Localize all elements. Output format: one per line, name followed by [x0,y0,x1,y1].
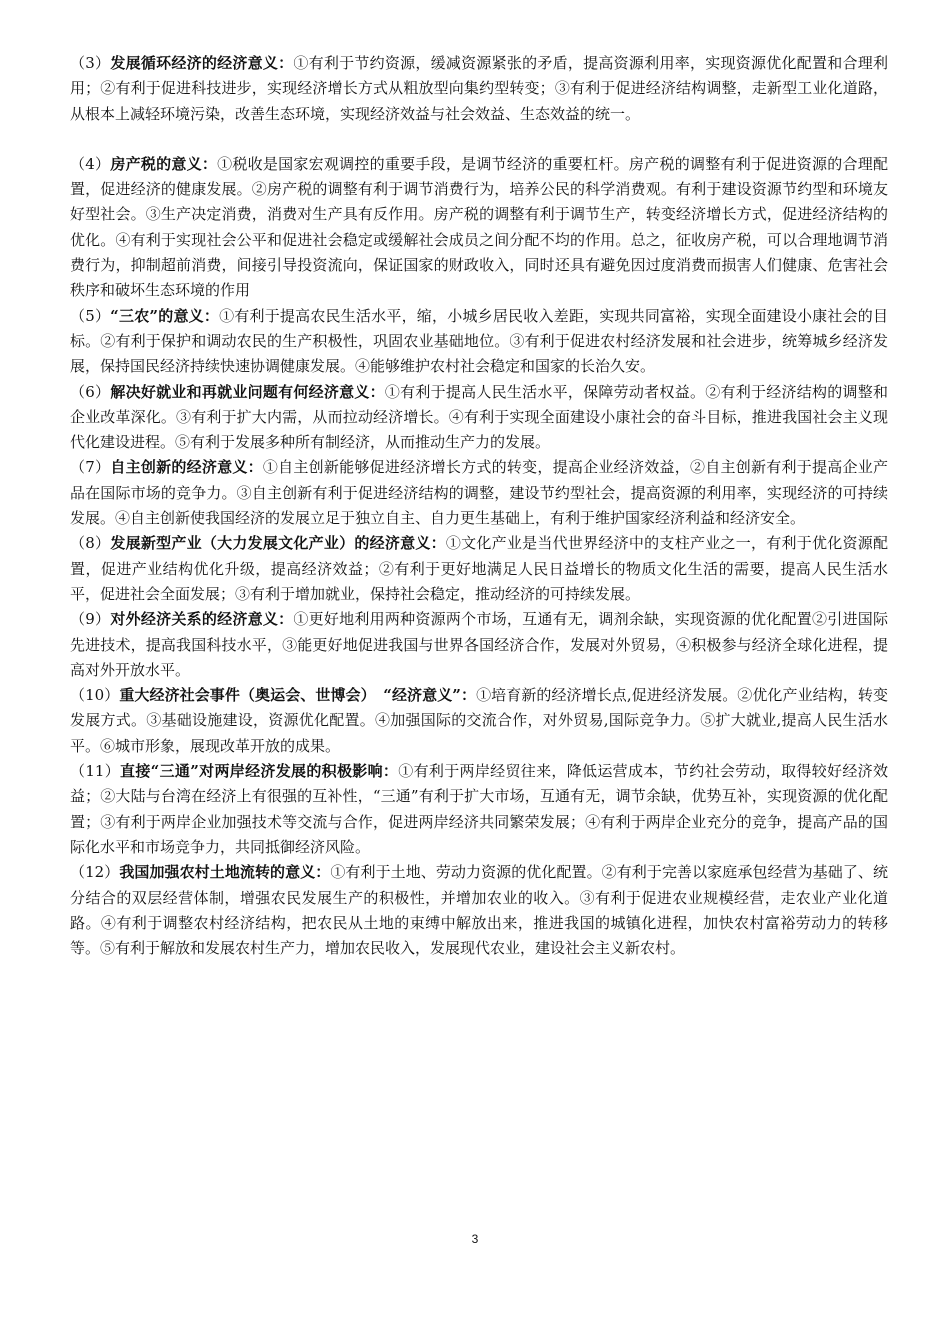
paragraph-number: （8） [70,534,111,553]
paragraph-3 [70,51,888,127]
paragraph-12 [70,860,888,961]
paragraph-number: （7） [70,458,111,477]
paragraph-heading: 我国加强农村土地流转的意义： [119,863,331,882]
paragraph-text: ①有利于土地、劳动力资源的优化配置。②有利于完善以家庭承包经营为基础了、统分结合的双层经营体制，增强农民发展生产的积极性，并增加农业的收入。③有利于促进农业规模经营，走农业产业化道路。④有利于调整农村经济结构，把农民从土地的束缚中解放出来，推进我国的城镇化进程，加快农村富裕劳动力的转移等。⑤有利于解放和发展农村生产力，增加农民收入，发展现代农业，建设社会主义新农村。 [70,863,888,958]
paragraph-number: （5） [70,306,111,325]
paragraph-number: （9） [70,610,111,629]
paragraph-heading: 发展循环经济的经济意义： [110,54,294,72]
paragraph-number: （3） [70,54,111,72]
paragraph-8 [70,531,888,607]
paragraph-number: （11） [70,762,121,781]
paragraph-number: （6） [70,382,111,401]
paragraph-text: ①有利于提高人民生活水平，保障劳动者权益。②有利于经济结构的调整和企业改革深化。③有利于扩大内需，从而拉动经济增长。④有利于实现全面建设小康社会的奋斗目标，推进我国社会主义现代化建设进程。⑤有利于发展多种所有制经济，从而推动生产力的发展。 [70,382,888,452]
paragraph-heading: 重大经济社会事件（奥运会、世博会） “经济意义”： [119,686,477,705]
paragraph-number: （12） [70,863,120,882]
paragraph-heading: 房产税的意义： [110,154,218,173]
paragraph-heading: 直接“三通”对两岸经济发展的积极影响： [120,762,399,781]
paragraph-heading: 自主创新的经济意义： [110,458,263,477]
paragraph-10 [70,683,888,759]
paragraph-heading: “三农”的意义： [110,306,220,325]
paragraph-9 [70,607,888,683]
paragraph-text: ①有利于提高农民生活水平，缩，小城乡居民收入差距，实现共同富裕，实现全面建设小康社会的目标。②有利于保护和调动农民的生产积极性，巩固农业基础地位。③有利于促进农村经济发展和社会进步，统筹城乡经济发展，保持国民经济持续快速协调健康发展。④能够维护农村社会稳定和国家的长治久安。 [70,306,888,376]
paragraph-heading: 发展新型产业（大力发展文化产业）的经济意义： [110,534,446,553]
paragraph-text: ①培育新的经济增长点,促进经济发展。②优化产业结构，转变发展方式。③基础设施建设，资源优化配置。④加强国际的交流合作，对外贸易,国际竞争力。⑤扩大就业,提高人民生活水平。⑥城市形象，展现改革开放的成果。 [70,686,888,755]
paragraph-4 [70,152,888,304]
paragraph-number: （4） [70,154,111,173]
paragraph-heading: 对外经济关系的经济意义： [110,610,294,629]
paragraph-5 [70,304,888,380]
paragraph-6 [70,380,888,456]
paragraph-7 [70,455,888,531]
paragraph-text: ①自主创新能够促进经济增长方式的转变，提高企业经济效益，②自主创新有利于提高企业产品在国际市场的竞争力。③自主创新有利于促进经济结构的调整，建设节约型社会，提高资源的利用率，实现经济的可持续发展。④自主创新使我国经济的发展立足于独立自主、自力更生基础上，有利于维护国家经济利益和经济安全。 [70,458,888,528]
paragraph-text: ①更好地利用两种资源两个市场，互通有无，调剂余缺，实现资源的优化配置②引进国际先进技术，提高我国科技水平，③能更好地促进我国与世界各国经济合作，发展对外贸易，④积极参与经济全球化进程，提高对外开放水平。 [70,610,888,679]
paragraph-text: ①税收是国家宏观调控的重要手段，是调节经济的重要杠杆。房产税的调整有利于促进资源的合理配置，促进经济的健康发展。②房产税的调整有利于调节消费行为，培养公民的科学消费观。有利于建设资源节约型和环境友好型社会。③生产决定消费，消费对生产具有反作用。房产税的调整有利于调节生产，转变经济增长方式，促进经济结构的优化。④有利于实现社会公平和促进社会稳定或缓解社会成员之间分配不均的作用。总之，征收房产税，可以合理地调节消费行为，抑制超前消费，间接引导投资流向，保证国家的财政收入，同时还具有避免因过度消费而损害人们健康、危害社会秩序和破坏生态环境的作用 [70,154,888,300]
paragraph-number: （10） [70,686,120,705]
paragraph-heading: 解决好就业和再就业问题有何经济意义： [110,382,385,401]
paragraph-text: ①有利于两岸经贸往来，降低运营成本，节约社会劳动，取得较好经济效益；②大陆与台湾在经济上有很强的互补性，“三通”有利于扩大市场，互通有无，调节余缺，优势互补，实现资源的优化配置；③有利于两岸企业加强技术等交流与合作，促进两岸经济共同繁荣发展；④有利于两岸企业充分的竞争，提高产品的国际化水平和市场竞争力，共同抵御经济风险。 [70,762,888,856]
paragraph-text: ①有利于节约资源，缓减资源紧张的矛盾，提高资源利用率，实现资源优化配置和合理利用；②有利于促进科技进步，实现经济增长方式从粗放型向集约型转变；③有利于促进经济结构调整，走新型工业化道路，从根本上减轻环境污染，改善生态环境，实现经济效益与社会效益、生态效益的统一。 [70,54,888,123]
paragraph-11 [70,759,888,860]
document-body [70,51,888,961]
paragraph-text: ①文化产业是当代世界经济中的支柱产业之一，有利于优化资源配置，促进产业结构优化升级，提高经济效益；②有利于更好地满足人民日益增长的物质文化生活的需要，提高人民生活水平，促进社会全面发展；③有利于增加就业，保持社会稳定，推动经济的可持续发展。 [70,534,888,603]
page-number: 3 [471,1232,479,1246]
